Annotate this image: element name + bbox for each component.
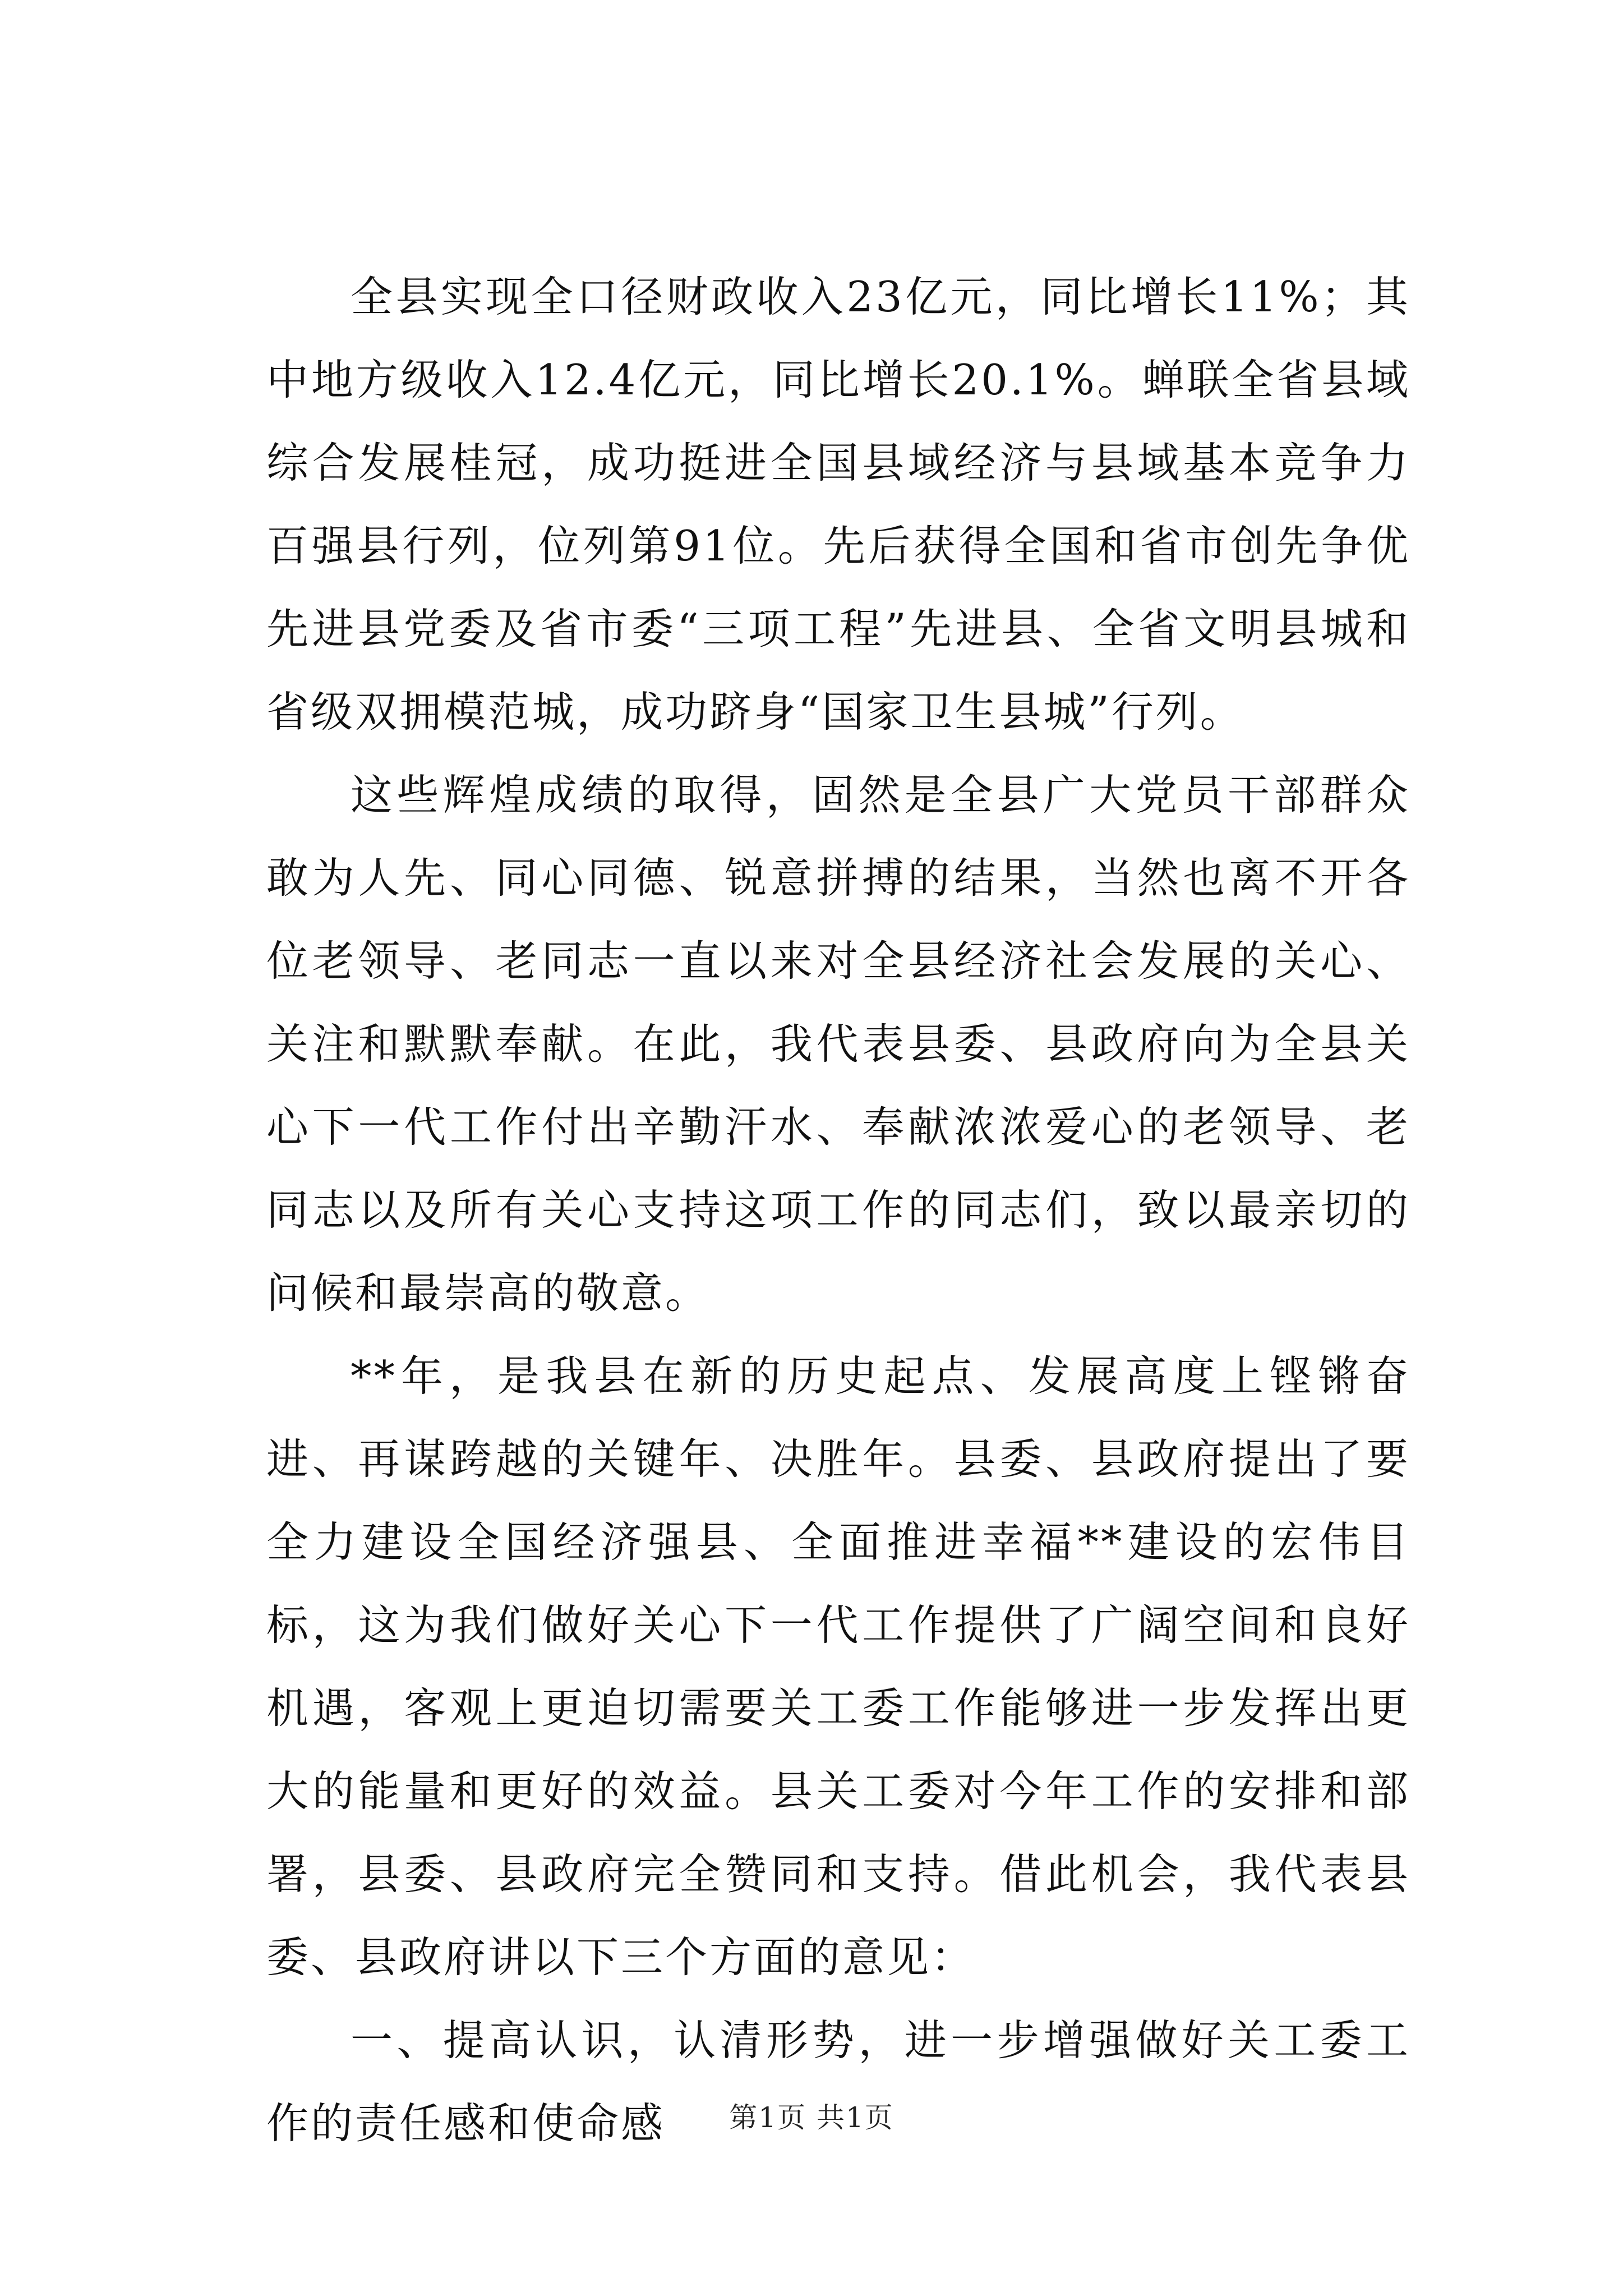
page-number-footer: 第1页 共1页 [729,2101,894,2134]
document-body [266,255,1410,2165]
paragraph-revenue-achievements: 全县实现全口径财政收入23亿元，同比增长11%；其中地方级收入12.4亿元，同比增长20.1%。蝉联全省县域综合发展桂冠，成功挺进全国县域经济与县域基本竞争力百强县行列，位列第91位。先后获得全国和省市创先争优先进县党委及省市委“三项工程”先进县、全省文明县城和省级双拥模范城，成功跻身“国家卫生县城”行列。 [266,272,1410,737]
section-heading-one: 一、提高认识，认清形势，进一步增强做好关工委工作的责任感和使命感 [266,2016,1410,2148]
paragraph-year-goals: **年，是我县在新的历史起点、发展高度上铿锵奋进、再谋跨越的关键年、决胜年。县委、县政府提出了要全力建设全国经济强县、全面推进幸福**建设的宏伟目标，这为我们做好关心下一代工作提供了广阔空间和良好机遇，客观上更迫切需要关工委工作能够进一步发挥出更大的能量和更好的效益。县关工委对今年工作的安排和部署，县委、县政府完全赞同和支持。借此机会，我代表县委、县政府讲以下三个方面的意见： [266,1351,1410,1982]
paragraph-thanks-veterans: 这些辉煌成绩的取得，固然是全县广大党员干部群众敢为人先、同心同德、锐意拼搏的结果，当然也离不开各位老领导、老同志一直以来对全县经济社会发展的关心、关注和默默奉献。在此，我代表县委、县政府向为全县关心下一代工作付出辛勤汗水、奉献浓浓爱心的老领导、老同志以及所有关心支持这项工作的同志们，致以最亲切的问候和最崇高的敬意。 [266,770,1410,1318]
